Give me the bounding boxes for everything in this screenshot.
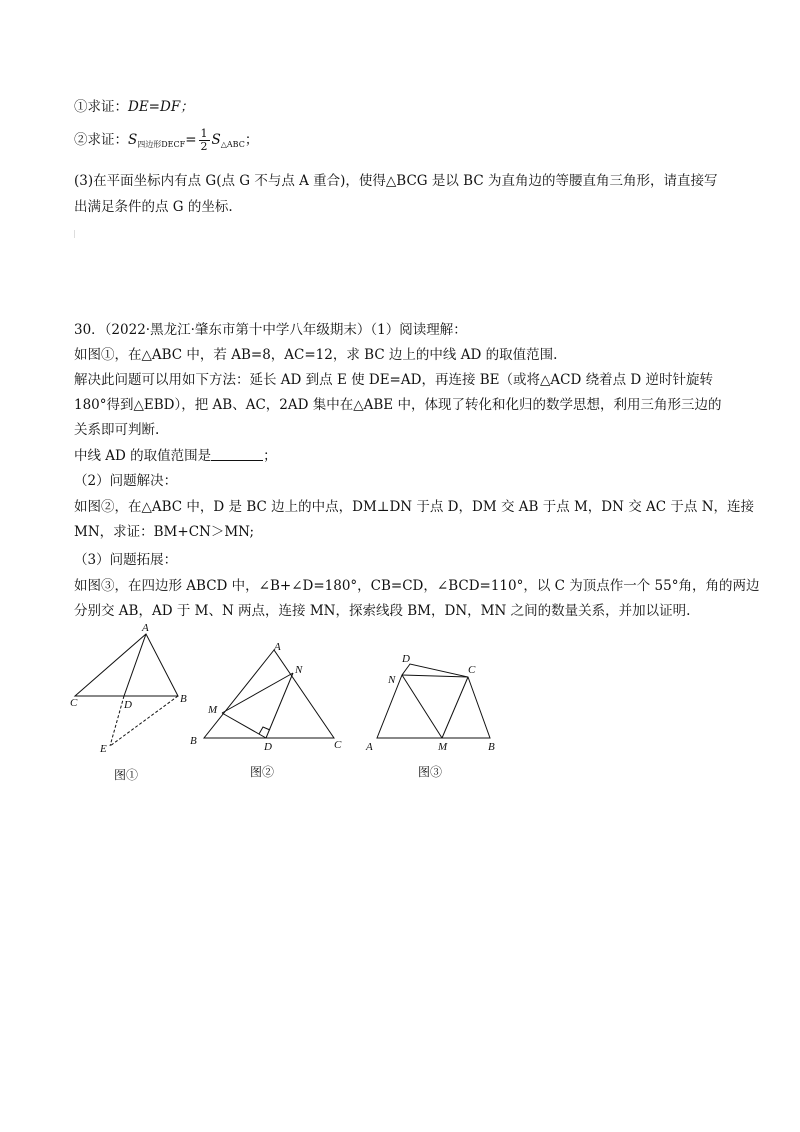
fig3-label-d: D xyxy=(402,653,410,665)
fig2-label-a: A xyxy=(274,641,281,653)
q29-part3-line2: 出满足条件的点 G 的坐标. xyxy=(74,199,233,215)
fig2-label-m: M xyxy=(208,704,218,716)
fig1-caption: 图① xyxy=(114,768,139,782)
fig1-label-a: A xyxy=(142,622,149,634)
q29-part3-line1: (3)在平面坐标内有点 G(点 G 不与点 A 重合)，使得△BCG 是以 BC 为直角边的等腰直角三角形，请直接写 xyxy=(74,173,718,189)
q30-part3-line1: 如图③，在四边形 ABCD 中，∠B+∠D=180°，CB=CD，∠BCD=110°，以 C 为顶点作一个 55°角，角的两边 xyxy=(74,578,760,594)
fig1-label-b: B xyxy=(180,693,187,705)
fig3-segment-cm xyxy=(442,677,468,738)
figure-1 xyxy=(60,622,200,755)
fig2-segment-dn xyxy=(266,673,293,738)
q30-line1: 如图①，在△ABC 中，若 AB=8，AC=12，求 BC 边上的中线 AD 的取值范围. xyxy=(74,347,558,363)
fig3-label-m: M xyxy=(438,741,448,753)
q30-part3-title: （3）问题拓展： xyxy=(74,552,178,568)
fig3-segment-nc xyxy=(402,675,468,677)
q29-sub2: ②求证：$S_{四边形DECF}=$ $\frac{1}{2}$ $S_{\triangle ABC}$； xyxy=(74,127,259,153)
q30-part2-line1: 如图②，在△ABC 中，D 是 BC 边上的中点，DM⊥DN 于点 D，DM 交 AB 于点 M，DN 交 AC 于点 N，连接 xyxy=(74,499,755,515)
fig3-label-a: A xyxy=(366,741,373,753)
fig2-segment-dm xyxy=(222,713,266,738)
fig3-segment-nm xyxy=(402,675,442,738)
answer-blank[interactable] xyxy=(211,448,263,461)
fig3-caption: 图③ xyxy=(418,765,443,779)
fig2-triangle-abc xyxy=(204,650,334,738)
q30-header: 30．（2022·黑龙江·肇东市第十中学八年级期末）（1）阅读理解： xyxy=(74,322,467,338)
fig2-segment-mn xyxy=(222,673,293,713)
q30-line4: 关系即可判断. xyxy=(74,422,160,438)
q30-part2-line2: MN，求证：BM+CN＞MN; xyxy=(74,524,255,540)
fig1-label-e: E xyxy=(100,743,107,755)
fig2-label-n: N xyxy=(295,664,303,676)
fraction-half: $\frac{1}{2}$ xyxy=(200,127,208,153)
fig1-segment-be xyxy=(110,696,178,746)
figure-3 xyxy=(362,650,512,755)
fig1-extension-de xyxy=(110,696,124,746)
q29-sub1: ①求证：DE=DF； xyxy=(74,99,194,115)
q30-line5: 中线 AD 的取值范围是 ； xyxy=(74,448,277,464)
fig3-label-c: C xyxy=(468,664,476,676)
q30-line2: 解决此问题可以用如下方法：延长 AD 到点 E 使 DE=AD，再连接 BE（或将△ACD 绕着点 D 逆时针旋转 xyxy=(74,372,713,388)
q30-part3-line2: 分别交 AB，AD 于 M、N 两点，连接 MN，探索线段 BM，DN，MN 之间的数量关系，并加以证明. xyxy=(74,603,691,619)
fig2-label-d: D xyxy=(264,741,272,753)
fig3-label-b: B xyxy=(488,741,495,753)
fig1-triangle-abc xyxy=(75,634,178,696)
figure-2 xyxy=(186,640,346,753)
fig2-label-c: C xyxy=(334,739,342,751)
fig1-label-c: C xyxy=(70,697,78,709)
fig2-caption: 图② xyxy=(250,765,275,779)
q30-line3: 180°得到△EBD），把 AB、AC，2AD 集中在△ABE 中，体现了转化和化归的数学思想，利用三角形三边的 xyxy=(74,397,722,413)
q30-part2-title: （2）问题解决： xyxy=(74,473,178,489)
margin-mark xyxy=(74,230,75,238)
fig2-label-b: B xyxy=(190,735,197,747)
fig1-label-d: D xyxy=(124,699,132,711)
fig3-label-n: N xyxy=(388,674,396,686)
